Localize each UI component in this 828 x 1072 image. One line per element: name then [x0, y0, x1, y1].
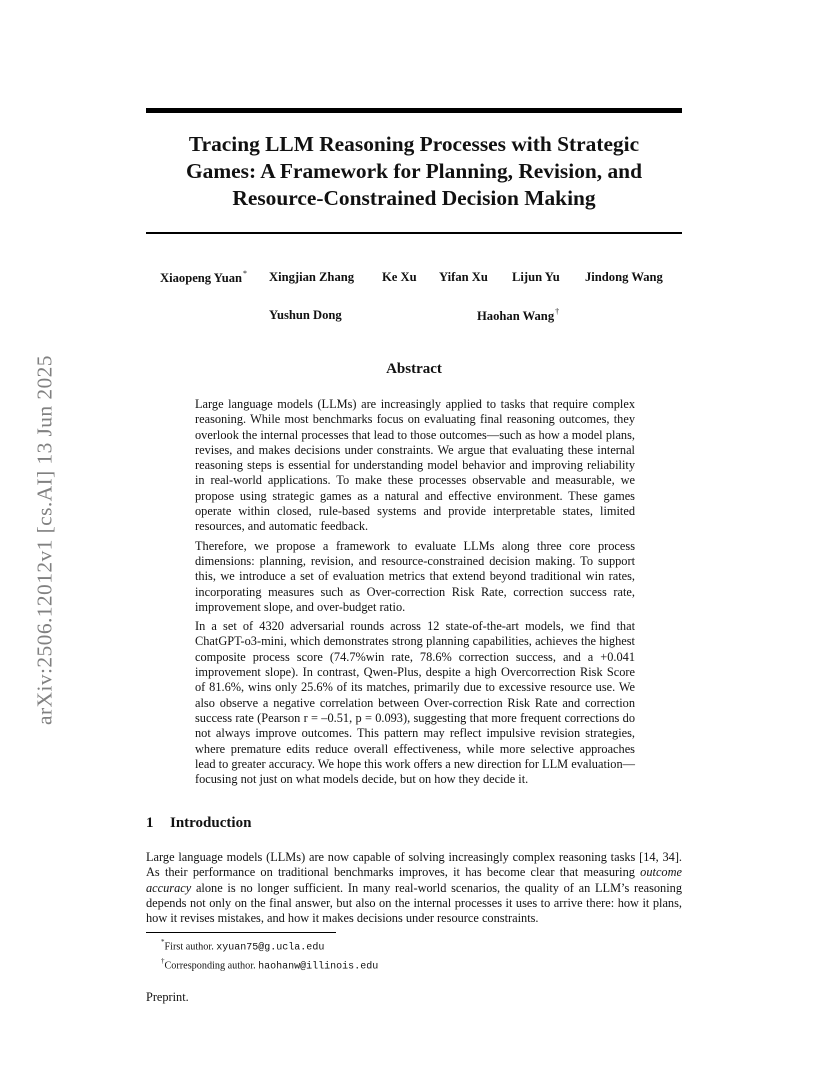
footnotes	[161, 936, 378, 975]
title-line: Resource-Constrained Decision Making	[232, 186, 596, 210]
abstract-paragraph: Large language models (LLMs) are increasingly applied to tasks that require complex reasoning. While most benchmarks focus on evaluating final reasoning outcomes, they overlook the internal processes that lead to those outcomes—such as how a model plans, revises, and makes decisions under constraints. We argue that evaluating these internal reasoning steps is essential for understanding model behavior and improving reliability in real-world applications. To make these processes observable and measurable, we propose using strategic games as a natural and effective environment. These games operate within closed, rule-based systems and provide interpretable states, limited resources, and automatic feedback.	[195, 397, 635, 534]
section-heading	[146, 815, 251, 832]
footnote-rule	[146, 932, 336, 933]
author: Yifan Xu	[439, 270, 488, 284]
author: Jindong Wang	[585, 270, 663, 284]
author: Yushun Dong	[269, 308, 342, 322]
email-link[interactable]: haohanw@illinois.edu	[258, 961, 379, 973]
abstract-heading: Abstract	[386, 361, 442, 377]
email-link[interactable]: xyuan75@g.ucla.edu	[216, 942, 325, 954]
paper-title	[146, 131, 682, 212]
abstract-paragraph: In a set of 4320 adversarial rounds across 12 state-of-the-art models, we find that ChatGPT-o3-mini, which demonstrates strong planning capabilities, achieves the highest composite process score (74.7%win rate, 78.6% correction success, and a +0.041 improvement slope). In contrast, Qwen-Plus, despite a high Overcorrection Risk Score of 81.6%, wins only 25.6% of its matches, primarily due to excessive resource use. We also observe a negative correlation between Over-correction Risk Rate and correction success rate (Pearson r = –0.51, p = 0.093), suggesting that more frequent corrections do not always improve outcomes. This pattern may reflect impulsive revision strategies, where premature edits reduce overall effectiveness, while more selective approaches lead to greater accuracy. We hope this work offers a new direction for LLM evaluation—focusing not just on what models decide, but on how they decide it.	[195, 619, 635, 787]
title-line: Tracing LLM Reasoning Processes with Strategic	[188, 132, 640, 156]
intro-paragraph: Large language models (LLMs) are now capable of solving increasingly complex reasoning tasks [14, 34]. As their performance on traditional benchmarks improves, it has become clear that measuring outcome accuracy alone is no longer sufficient. In many real-world scenarios, the quality of an LLM’s reasoning depends not only on the final answer, but also on the internal processes it uses to arrive there: how it plans, how it revises mistakes, and how it makes decisions under resource constraints.	[146, 850, 683, 926]
section-title: Introduction	[170, 815, 252, 831]
section-number: 1	[146, 815, 154, 831]
preprint-label: Preprint.	[146, 990, 189, 1004]
author: Haohan Wang†	[477, 307, 560, 324]
title-bottom-rule	[146, 232, 682, 234]
author: Xiaopeng Yuan*	[160, 269, 248, 286]
footnote: *First author. xyuan75@g.ucla.edu	[161, 938, 325, 954]
title-top-rule	[146, 108, 682, 113]
abstract-body	[195, 397, 635, 791]
arxiv-identifier: arXiv:2506.12012v1 [cs.AI] 13 Jun 2025	[32, 355, 57, 725]
author: Lijun Yu	[512, 270, 560, 284]
citation-link[interactable]: 34	[662, 850, 675, 864]
abstract-paragraph: Therefore, we propose a framework to evaluate LLMs along three core process dimensions: planning, revision, and resource-constrained decision making. To support this, we introduce a set of evaluation metrics that extend beyond traditional win rates, incorporating measures such as Over-correction Risk Rate, correction success rate, improvement slope, and over-budget ratio.	[195, 538, 635, 614]
title-line: Games: A Framework for Planning, Revision, and	[186, 159, 642, 183]
emphasis: outcome accuracy	[146, 865, 682, 895]
citation-link[interactable]: 14	[643, 850, 656, 864]
author: Xingjian Zhang	[269, 270, 355, 284]
author-list	[146, 270, 682, 330]
footnote: †Corresponding author. haohanw@illinois.edu	[161, 957, 379, 973]
author: Ke Xu	[382, 270, 417, 284]
